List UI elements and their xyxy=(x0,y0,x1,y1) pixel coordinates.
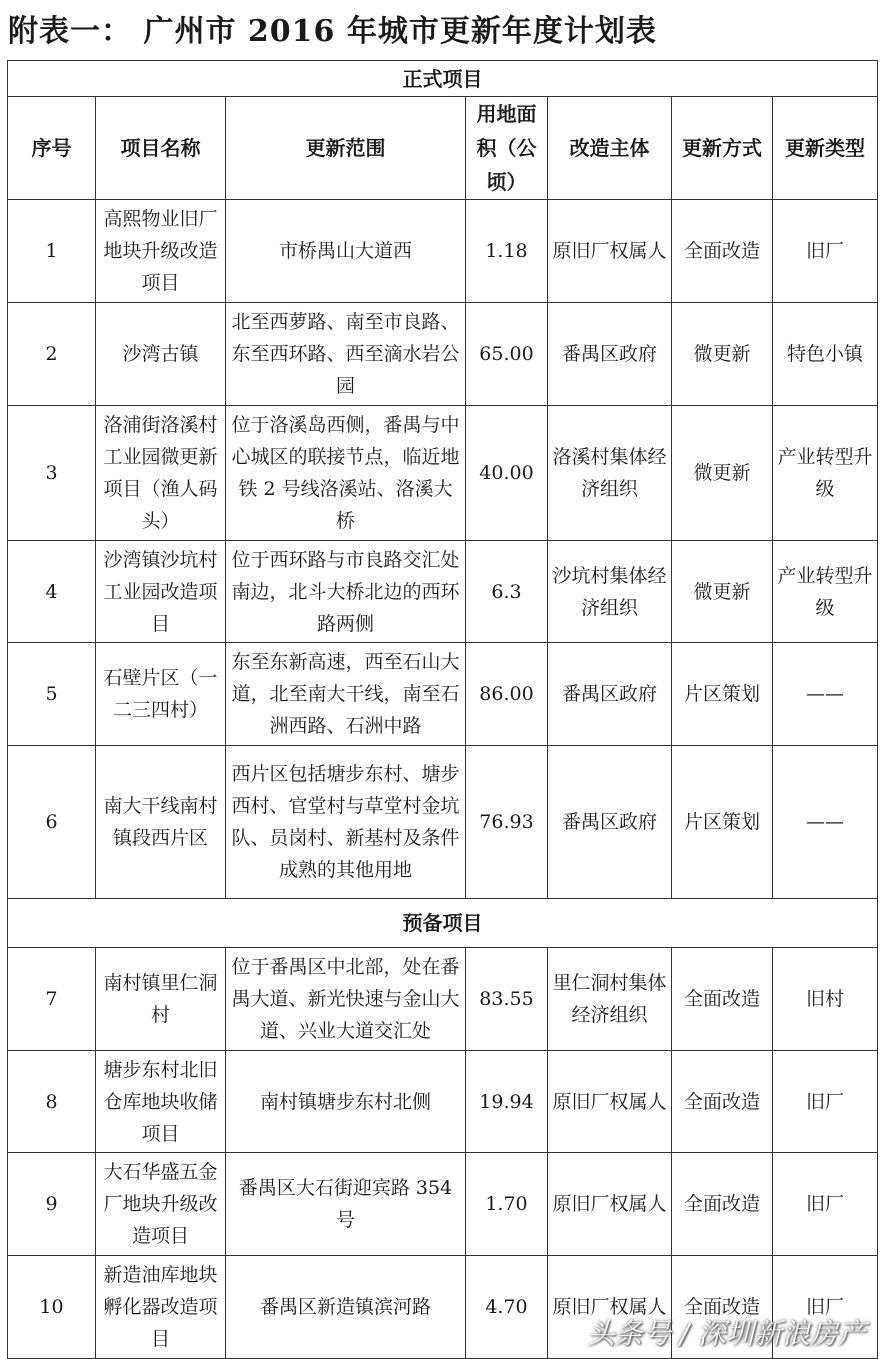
cell-method: 片区策划 xyxy=(672,643,773,746)
cell-type: 产业转型升级 xyxy=(773,541,878,643)
cell-method: 全面改造 xyxy=(672,1256,773,1359)
table-row xyxy=(8,1051,878,1153)
cell-scope: 位于西环路与市良路交汇处南边，北斗大桥北边的西环路两侧 xyxy=(226,541,466,643)
cell-owner: 原旧厂权属人 xyxy=(548,1051,672,1153)
cell-owner: 番禺区政府 xyxy=(548,643,672,746)
cell-scope: 番禺区大石街迎宾路 354 号 xyxy=(226,1153,466,1256)
cell-type: —— xyxy=(773,746,878,899)
header-area: 用地面积（公顷） xyxy=(466,97,548,200)
cell-name: 塘步东村北旧仓库地块收储项目 xyxy=(96,1051,226,1153)
cell-scope: 番禺区新造镇滨河路 xyxy=(226,1256,466,1359)
cell-type: 旧厂 xyxy=(773,200,878,303)
cell-type: 旧厂 xyxy=(773,1256,878,1359)
cell-area: 65.00 xyxy=(466,303,548,406)
table-row xyxy=(8,948,878,1051)
cell-name: 大石华盛五金厂地块升级改造项目 xyxy=(96,1153,226,1256)
cell-method: 片区策划 xyxy=(672,746,773,899)
cell-area: 19.94 xyxy=(466,1051,548,1153)
cell-no: 9 xyxy=(8,1153,96,1256)
cell-area: 1.70 xyxy=(466,1153,548,1256)
cell-no: 8 xyxy=(8,1051,96,1153)
cell-no: 6 xyxy=(8,746,96,899)
column-header-row xyxy=(8,97,878,200)
cell-type: 旧厂 xyxy=(773,1153,878,1256)
cell-scope: 东至东新高速，西至石山大道，北至南大干线，南至石洲西路、石洲中路 xyxy=(226,643,466,746)
header-method: 更新方式 xyxy=(672,97,773,200)
cell-method: 全面改造 xyxy=(672,1051,773,1153)
cell-area: 83.55 xyxy=(466,948,548,1051)
cell-no: 7 xyxy=(8,948,96,1051)
cell-method: 微更新 xyxy=(672,303,773,406)
table-row xyxy=(8,643,878,746)
cell-name: 洛浦街洛溪村工业园微更新项目（渔人码头） xyxy=(96,406,226,541)
table-row xyxy=(8,1153,878,1256)
cell-method: 全面改造 xyxy=(672,1153,773,1256)
plan-table xyxy=(7,60,878,1359)
cell-name: 高熙物业旧厂地块升级改造项目 xyxy=(96,200,226,303)
cell-method: 全面改造 xyxy=(672,948,773,1051)
cell-no: 5 xyxy=(8,643,96,746)
cell-name: 石壁片区（一二三四村） xyxy=(96,643,226,746)
cell-owner: 番禺区政府 xyxy=(548,746,672,899)
header-no: 序号 xyxy=(8,97,96,200)
cell-scope: 北至西萝路、南至市良路、东至西环路、西至滴水岩公园 xyxy=(226,303,466,406)
cell-scope: 位于洛溪岛西侧，番禺与中心城区的联接节点，临近地铁 2 号线洛溪站、洛溪大桥 xyxy=(226,406,466,541)
cell-owner: 原旧厂权属人 xyxy=(548,200,672,303)
page-title: 附表一： 广州市 2016 年城市更新年度计划表 xyxy=(8,14,657,49)
cell-type: 产业转型升级 xyxy=(773,406,878,541)
cell-no: 1 xyxy=(8,200,96,303)
cell-method: 微更新 xyxy=(672,541,773,643)
table-row xyxy=(8,541,878,643)
header-name: 项目名称 xyxy=(96,97,226,200)
cell-name: 南大干线南村镇段西片区 xyxy=(96,746,226,899)
cell-method: 全面改造 xyxy=(672,200,773,303)
cell-no: 10 xyxy=(8,1256,96,1359)
section-title-formal: 正式项目 xyxy=(8,61,878,97)
cell-no: 3 xyxy=(8,406,96,541)
cell-method: 微更新 xyxy=(672,406,773,541)
cell-area: 1.18 xyxy=(466,200,548,303)
cell-name: 沙湾镇沙坑村工业园改造项目 xyxy=(96,541,226,643)
watermark: 头条号 / 深圳新浪房产 xyxy=(586,1317,866,1350)
table-row xyxy=(8,406,878,541)
cell-area: 86.00 xyxy=(466,643,548,746)
section-title-reserve: 预备项目 xyxy=(8,899,878,948)
cell-scope: 西片区包括塘步东村、塘步西村、官堂村与草堂村金坑队、员岗村、新基村及条件成熟的其他用地 xyxy=(226,746,466,899)
section-header-row xyxy=(8,61,878,97)
table-row xyxy=(8,200,878,303)
header-scope: 更新范围 xyxy=(226,97,466,200)
cell-owner: 沙坑村集体经济组织 xyxy=(548,541,672,643)
cell-owner: 里仁洞村集体经济组织 xyxy=(548,948,672,1051)
cell-type: 特色小镇 xyxy=(773,303,878,406)
cell-no: 2 xyxy=(8,303,96,406)
header-owner: 改造主体 xyxy=(548,97,672,200)
cell-type: 旧厂 xyxy=(773,1051,878,1153)
cell-area: 76.93 xyxy=(466,746,548,899)
cell-owner: 洛溪村集体经济组织 xyxy=(548,406,672,541)
table-row xyxy=(8,303,878,406)
cell-owner: 番禺区政府 xyxy=(548,303,672,406)
cell-scope: 市桥禺山大道西 xyxy=(226,200,466,303)
cell-owner: 原旧厂权属人 xyxy=(548,1153,672,1256)
cell-type: 旧村 xyxy=(773,948,878,1051)
cell-owner: 原旧厂权属人 xyxy=(548,1256,672,1359)
cell-no: 4 xyxy=(8,541,96,643)
header-type: 更新类型 xyxy=(773,97,878,200)
cell-scope: 位于番禺区中北部，处在番禺大道、新光快速与金山大道、兴业大道交汇处 xyxy=(226,948,466,1051)
cell-type: —— xyxy=(773,643,878,746)
cell-scope: 南村镇塘步东村北侧 xyxy=(226,1051,466,1153)
cell-name: 沙湾古镇 xyxy=(96,303,226,406)
cell-name: 新造油库地块孵化器改造项目 xyxy=(96,1256,226,1359)
table-row xyxy=(8,746,878,899)
cell-area: 4.70 xyxy=(466,1256,548,1359)
section-header-row xyxy=(8,899,878,948)
cell-area: 6.3 xyxy=(466,541,548,643)
cell-area: 40.00 xyxy=(466,406,548,541)
cell-name: 南村镇里仁洞村 xyxy=(96,948,226,1051)
